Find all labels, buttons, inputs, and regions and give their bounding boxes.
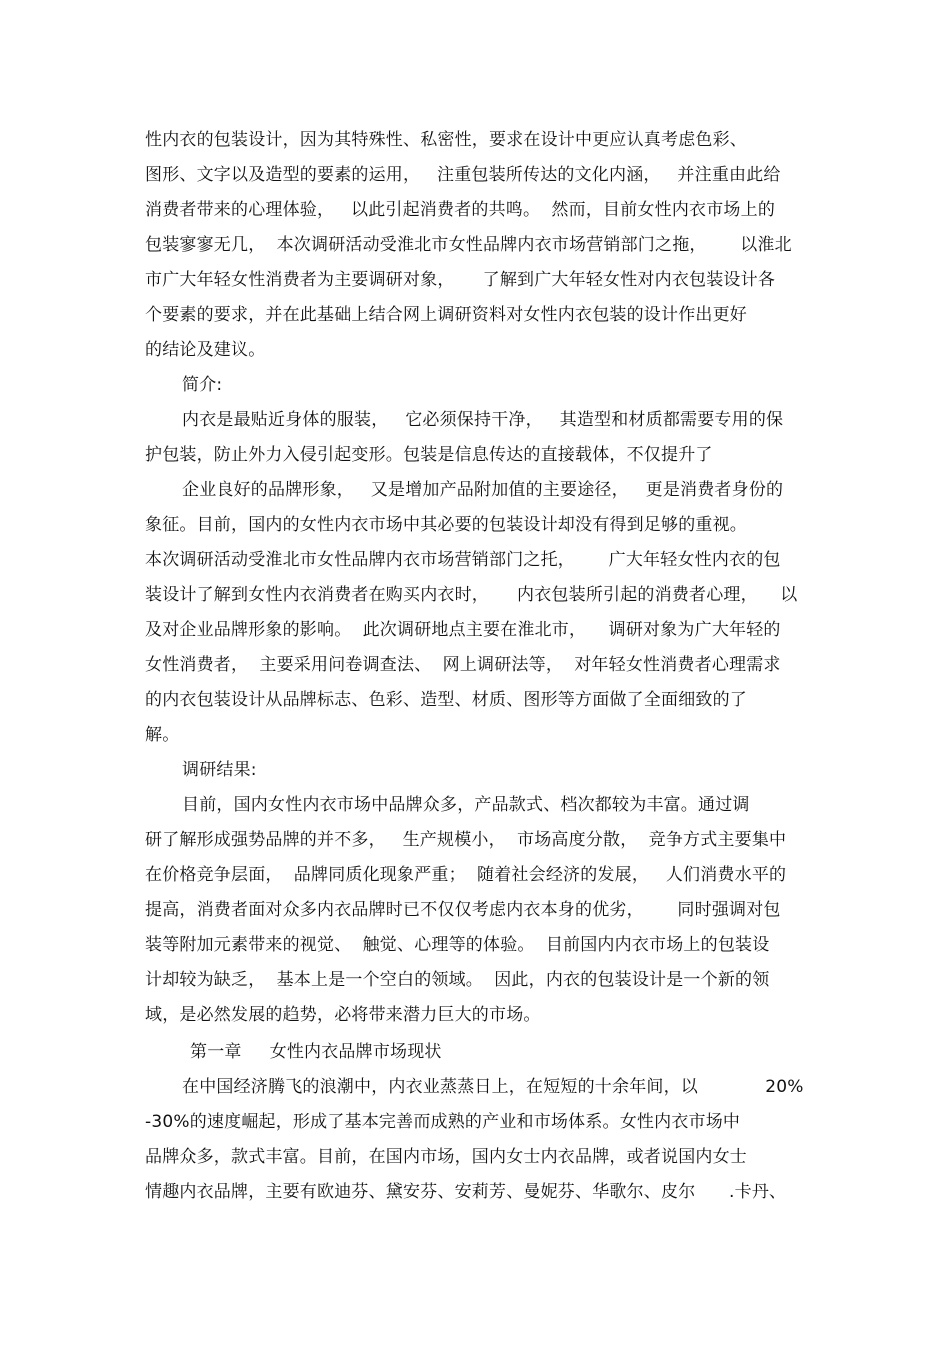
paragraph-line: 装设计了解到女性内衣消费者在购买内衣时， 内衣包装所引起的消费者心理， 以 bbox=[145, 585, 798, 605]
paragraph-line: 女性消费者， 主要采用问卷调查法、 网上调研法等， 对年轻女性消费者心理需求 bbox=[145, 655, 781, 675]
paragraph-line: 象征。目前，国内的女性内衣市场中其必要的包装设计却没有得到足够的重视。 bbox=[145, 515, 747, 535]
paragraph-line: 研了解形成强势品牌的并不多， 生产规模小， 市场高度分散， 竞争方式主要集中 bbox=[145, 830, 787, 850]
paragraph-line: 的内衣包装设计从品牌标志、色彩、造型、材质、图形等方面做了全面细致的了 bbox=[145, 690, 747, 710]
paragraph-line: 品牌众多，款式丰富。目前，在国内市场，国内女士内衣品牌，或者说国内女士 bbox=[145, 1147, 747, 1167]
paragraph-line: 市广大年轻女性消费者为主要调研对象， 了解到广大年轻女性对内衣包装设计各 bbox=[145, 270, 776, 290]
paragraph-line: 包装寥寥无几， 本次调研活动受淮北市女性品牌内衣市场营销部门之拖， 以淮北 bbox=[145, 235, 792, 255]
paragraph-line: 内衣是最贴近身体的服装， 它必须保持干净， 其造型和材质都需要专用的保 bbox=[182, 410, 784, 430]
paragraph-line: 性内衣的包装设计，因为其特殊性、私密性，要求在设计中更应认真考虑色彩、 bbox=[145, 130, 747, 150]
paragraph-line: 提高，消费者面对众多内衣品牌时已不仅仅考虑内衣本身的优劣， 同时强调对包 bbox=[145, 900, 781, 920]
paragraph-line: -30%的速度崛起，形成了基本完善而成熟的产业和市场体系。女性内衣市场中 bbox=[145, 1112, 741, 1132]
paragraph-line: 消费者带来的心理体验， 以此引起消费者的共鸣。 然而，目前女性内衣市场上的 bbox=[145, 200, 776, 220]
paragraph-line: 企业良好的品牌形象， 又是增加产品附加值的主要途径， 更是消费者身份的 bbox=[182, 480, 784, 500]
paragraph-line: 解。 bbox=[145, 725, 180, 745]
paragraph-line: 在价格竞争层面， 品牌同质化现象严重； 随着社会经济的发展， 人们消费水平的 bbox=[145, 865, 787, 885]
paragraph-line: 情趣内衣品牌，主要有欧迪芬、黛安芬、安莉芳、曼妮芬、华歌尔、皮尔 .卡丹、 bbox=[145, 1182, 787, 1202]
paragraph-line: 装等附加元素带来的视觉、 触觉、心理等的体验。 目前国内内衣市场上的包装设 bbox=[145, 935, 770, 955]
paragraph-line: 护包装，防止外力入侵引起变形。包装是信息传达的直接载体，不仅提升了 bbox=[145, 445, 713, 465]
paragraph-line: 个要素的要求，并在此基础上结合网上调研资料对女性内衣包装的设计作出更好 bbox=[145, 305, 747, 325]
paragraph-line: 目前，国内女性内衣市场中品牌众多，产品款式、档次都较为丰富。通过调 bbox=[182, 795, 750, 815]
paragraph-line: 图形、文字以及造型的要素的运用， 注重包装所传达的文化内涵， 并注重由此给 bbox=[145, 165, 781, 185]
paragraph-line: 的结论及建议。 bbox=[145, 340, 266, 360]
paragraph-line: 在中国经济腾飞的浪潮中，内衣业蒸蒸日上，在短短的十余年间，以 20% bbox=[182, 1077, 804, 1097]
paragraph-line: 域，是必然发展的趋势，必将带来潜力巨大的市场。 bbox=[145, 1005, 541, 1025]
paragraph-line: 及对企业品牌形象的影响。 此次调研地点主要在淮北市， 调研对象为广大年轻的 bbox=[145, 620, 781, 640]
chapter-heading: 第一章 女性内衣品牌市场现状 bbox=[190, 1042, 442, 1062]
paragraph-line: 本次调研活动受淮北市女性品牌内衣市场营销部门之托， 广大年轻女性内衣的包 bbox=[145, 550, 781, 570]
paragraph-line: 计却较为缺乏， 基本上是一个空白的领域。 因此，内衣的包装设计是一个新的领 bbox=[145, 970, 770, 990]
section-heading-intro: 简介: bbox=[182, 375, 223, 395]
section-heading-results: 调研结果: bbox=[182, 760, 257, 780]
